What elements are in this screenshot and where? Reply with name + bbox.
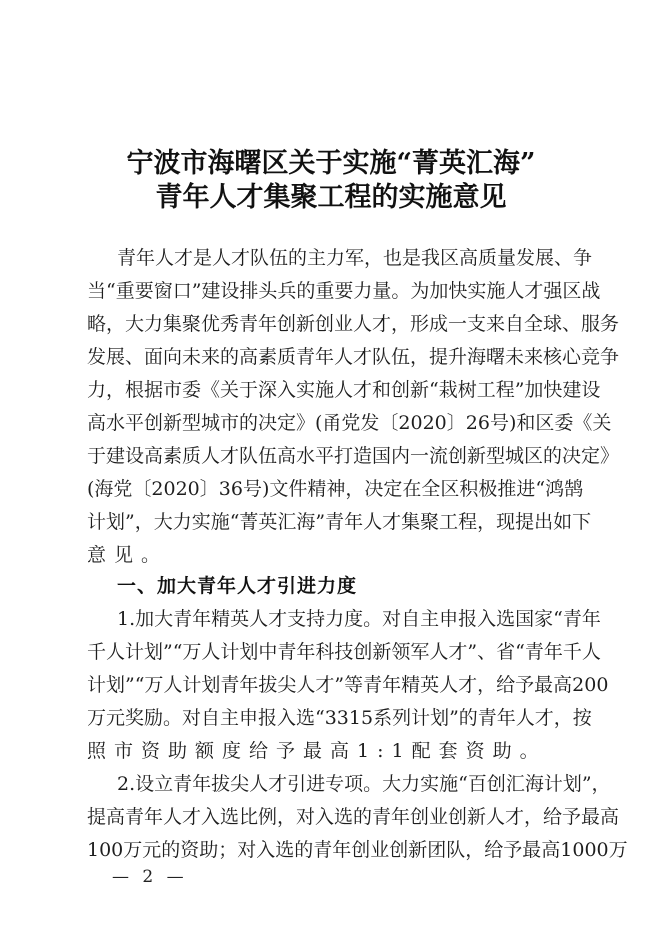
intro-line: 当“重要窗口”建设排头兵的重要力量。为加快实施人才强区战	[87, 280, 601, 302]
item-2-line: 100万元的资助；对入选的青年创业创新团队，给予最高1000万	[87, 839, 628, 861]
item-2-line: 提高青年人才入选比例，对入选的青年创业创新人才，给予最高	[87, 806, 620, 828]
item-1-line: 照市资助额度给予最高1:1配套资助。	[87, 740, 547, 762]
intro-line: (海党〔2020〕36号)文件精神，决定在全区积极推进“鸿鹄	[87, 478, 584, 500]
document-title-line-2: 青年人才集聚工程的实施意见	[155, 182, 507, 213]
intro-line: 意见。	[87, 544, 169, 566]
item-1-line: 千人计划”“万人计划中青年科技创新领军人才”、省“青年千人	[87, 641, 601, 663]
page-number: — 2 —	[112, 867, 188, 887]
item-1-line: 万元奖励。对自主申报入选“3315系列计划”的青年人才，按	[87, 707, 592, 729]
item-1-line: 1.加大青年精英人才支持力度。对自主申报入选国家“青年	[117, 608, 601, 630]
document-title-line-1: 宁波市海曙区关于实施“菁英汇海”	[126, 148, 536, 179]
item-2-line: 2.设立青年拔尖人才引进专项。大力实施“百创汇海计划”，	[117, 773, 611, 795]
intro-line: 力，根据市委《关于深入实施人才和创新“栽树工程”加快建设	[87, 379, 601, 401]
intro-line: 青年人才是人才队伍的主力军，也是我区高质量发展、争	[117, 247, 593, 269]
intro-line: 略，大力集聚优秀青年创新创业人才，形成一支来自全球、服务	[87, 313, 620, 335]
item-1-line: 计划”“万人计划青年拔尖人才”等青年精英人才，给予最高200	[87, 674, 609, 696]
intro-line: 计划”，大力实施“菁英汇海”青年人才集聚工程，现提出如下	[87, 511, 592, 533]
intro-line: 于建设高素质人才队伍高水平打造国内一流创新型城区的决定》	[87, 445, 620, 467]
intro-line: 高水平创新型城市的决定》(甬党发〔2020〕26号)和区委《关	[87, 412, 612, 434]
section-heading: 一、加大青年人才引进力度	[117, 575, 358, 597]
intro-line: 发展、面向未来的高素质青年人才队伍，提升海曙未来核心竞争	[87, 346, 620, 368]
